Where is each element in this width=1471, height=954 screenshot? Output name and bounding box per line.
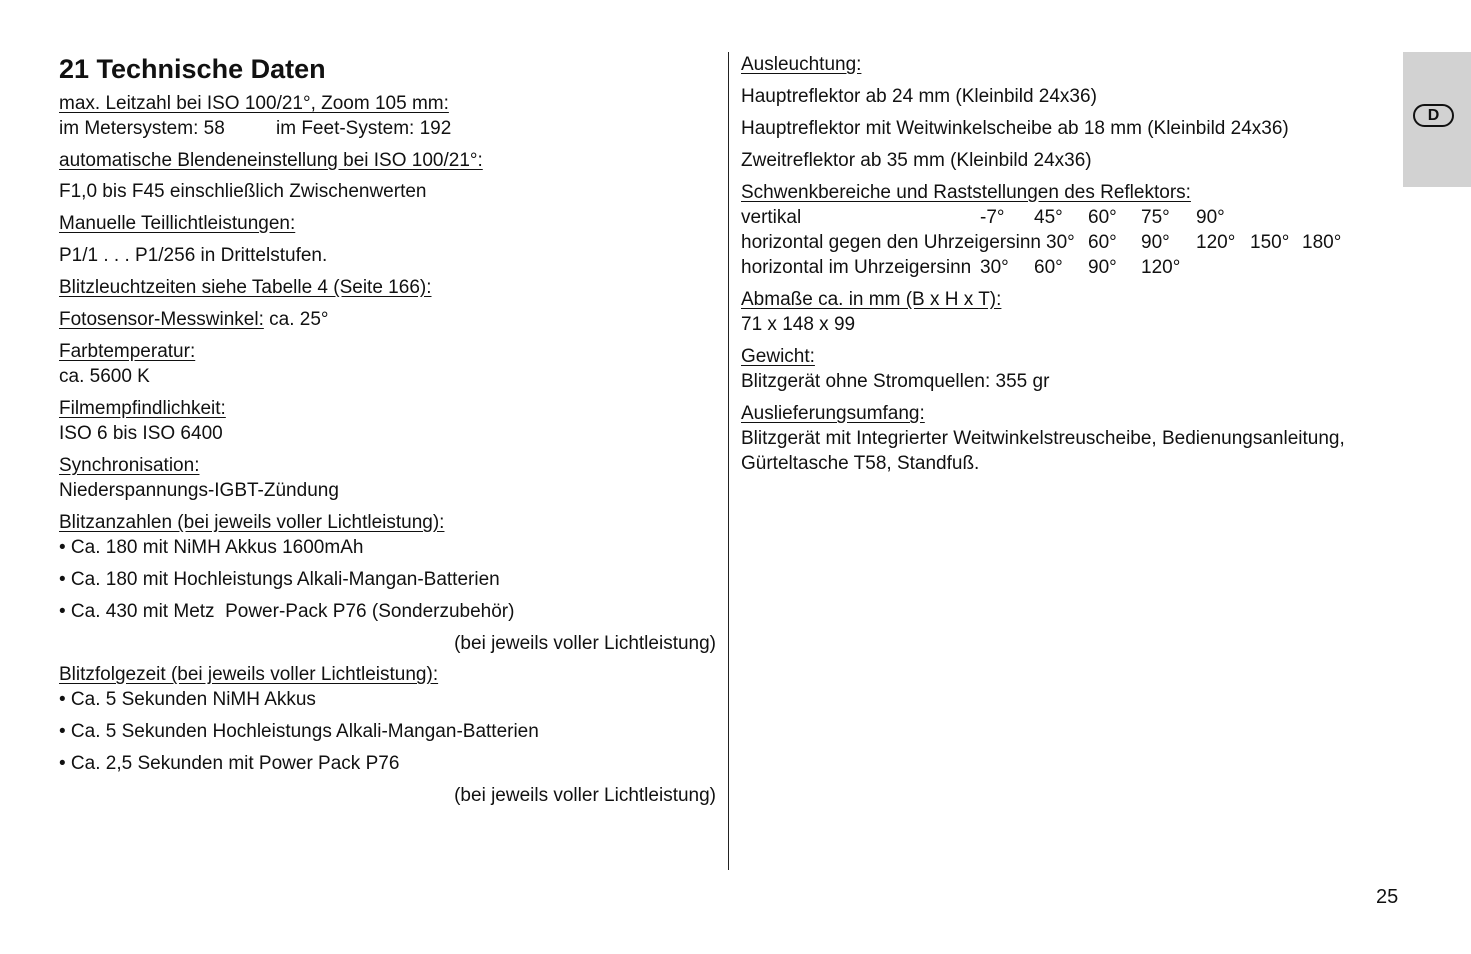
vertikal-value: 75°: [1141, 207, 1170, 228]
teillicht-label: Manuelle Teillichtleistungen:: [59, 213, 296, 234]
language-badge: D: [1413, 104, 1454, 127]
vertikal-value: 60°: [1088, 207, 1117, 228]
list-item: • Ca. 180 mit Hochleistungs Alkali-Mangan-Batterien: [59, 569, 500, 590]
folgezeit-label: Blitzfolgezeit (bei jeweils voller Lichtleistung):: [59, 664, 439, 685]
farbtemp-value: ca. 5600 K: [59, 366, 150, 387]
hor-gegen-value: 150°: [1250, 232, 1290, 253]
film-value: ISO 6 bis ISO 6400: [59, 423, 223, 444]
sync-label: Synchronisation:: [59, 455, 200, 476]
blitzanzahlen-label: Blitzanzahlen (bei jeweils voller Lichtleistung):: [59, 512, 445, 533]
vertikal-value: 45°: [1034, 207, 1063, 228]
blende-value: F1,0 bis F45 einschließlich Zwischenwerten: [59, 181, 427, 202]
list-item: • Ca. 2,5 Sekunden mit Power Pack P76: [59, 753, 400, 774]
hor-im-value: 90°: [1088, 257, 1117, 278]
hor-gegen-value: 30°: [1046, 232, 1075, 253]
blitzanzahlen-note: (bei jeweils voller Lichtleistung): [454, 633, 716, 654]
vertikal-value: 90°: [1196, 207, 1225, 228]
lieferumfang-label: Auslieferungsumfang:: [741, 403, 925, 424]
lieferumfang-line: Blitzgerät mit Integrierter Weitwinkelstreuscheibe, Bedienungsanleitung,: [741, 428, 1345, 449]
list-item: Hauptreflektor mit Weitwinkelscheibe ab 18 mm (Kleinbild 24x36): [741, 118, 1289, 139]
folgezeit-note: (bei jeweils voller Lichtleistung): [454, 785, 716, 806]
sync-value: Niederspannungs-IGBT-Zündung: [59, 480, 339, 501]
list-item: Hauptreflektor ab 24 mm (Kleinbild 24x36): [741, 86, 1097, 107]
hor-im-value: 30°: [980, 257, 1009, 278]
vertikal-label: vertikal: [741, 207, 802, 228]
hor-gegen-value: 60°: [1088, 232, 1117, 253]
lieferumfang-line: Gürteltasche T58, Standfuß.: [741, 453, 980, 474]
fotosensor-row: [59, 309, 328, 331]
leitzahl-meter: im Metersystem: 58: [59, 118, 225, 139]
page-title: 21 Technische Daten: [59, 54, 326, 84]
gewicht-value: Blitzgerät ohne Stromquellen: 355 gr: [741, 371, 1050, 392]
fotosensor-label: Fotosensor-Messwinkel:: [59, 309, 264, 330]
leitzahl-label: max. Leitzahl bei ISO 100/21°, Zoom 105 mm:: [59, 93, 449, 114]
list-item: • Ca. 5 Sekunden NiMH Akkus: [59, 689, 316, 710]
list-item: • Ca. 180 mit NiMH Akkus 1600mAh: [59, 537, 364, 558]
page-number: 25: [1376, 886, 1399, 908]
leitzahl-feet: im Feet-System: 192: [276, 118, 452, 139]
hor-im-value: 60°: [1034, 257, 1063, 278]
hor-gegen-value: 120°: [1196, 232, 1236, 253]
column-divider: [728, 52, 729, 870]
gewicht-label: Gewicht:: [741, 346, 815, 367]
hor-im-label: horizontal im Uhrzeigersinn: [741, 257, 972, 278]
list-item: Zweitreflektor ab 35 mm (Kleinbild 24x36): [741, 150, 1092, 171]
list-item: • Ca. 5 Sekunden Hochleistungs Alkali-Mangan-Batterien: [59, 721, 539, 742]
hor-im-value: 120°: [1141, 257, 1181, 278]
vertikal-value: -7°: [980, 207, 1005, 228]
hor-gegen-value: 90°: [1141, 232, 1170, 253]
list-item: • Ca. 430 mit Metz Power-Pack P76 (Sonderzubehör): [59, 601, 515, 622]
film-label: Filmempfindlichkeit:: [59, 398, 226, 419]
abmasse-label: Abmaße ca. in mm (B x H x T):: [741, 289, 1002, 310]
ausleuchtung-label: Ausleuchtung:: [741, 54, 862, 75]
leuchtzeiten-label: Blitzleuchtzeiten siehe Tabelle 4 (Seite 166):: [59, 277, 432, 298]
farbtemp-label: Farbtemperatur:: [59, 341, 196, 362]
schwenk-label: Schwenkbereiche und Raststellungen des Reflektors:: [741, 182, 1191, 203]
teillicht-value: P1/1 . . . P1/256 in Drittelstufen.: [59, 245, 328, 266]
hor-gegen-value: 180°: [1302, 232, 1342, 253]
fotosensor-value: ca. 25°: [263, 309, 329, 330]
hor-gegen-label: horizontal gegen den Uhrzeigersinn: [741, 232, 1041, 253]
abmasse-value: 71 x 148 x 99: [741, 314, 856, 335]
blende-label: automatische Blendeneinstellung bei ISO 100/21°:: [59, 150, 483, 171]
